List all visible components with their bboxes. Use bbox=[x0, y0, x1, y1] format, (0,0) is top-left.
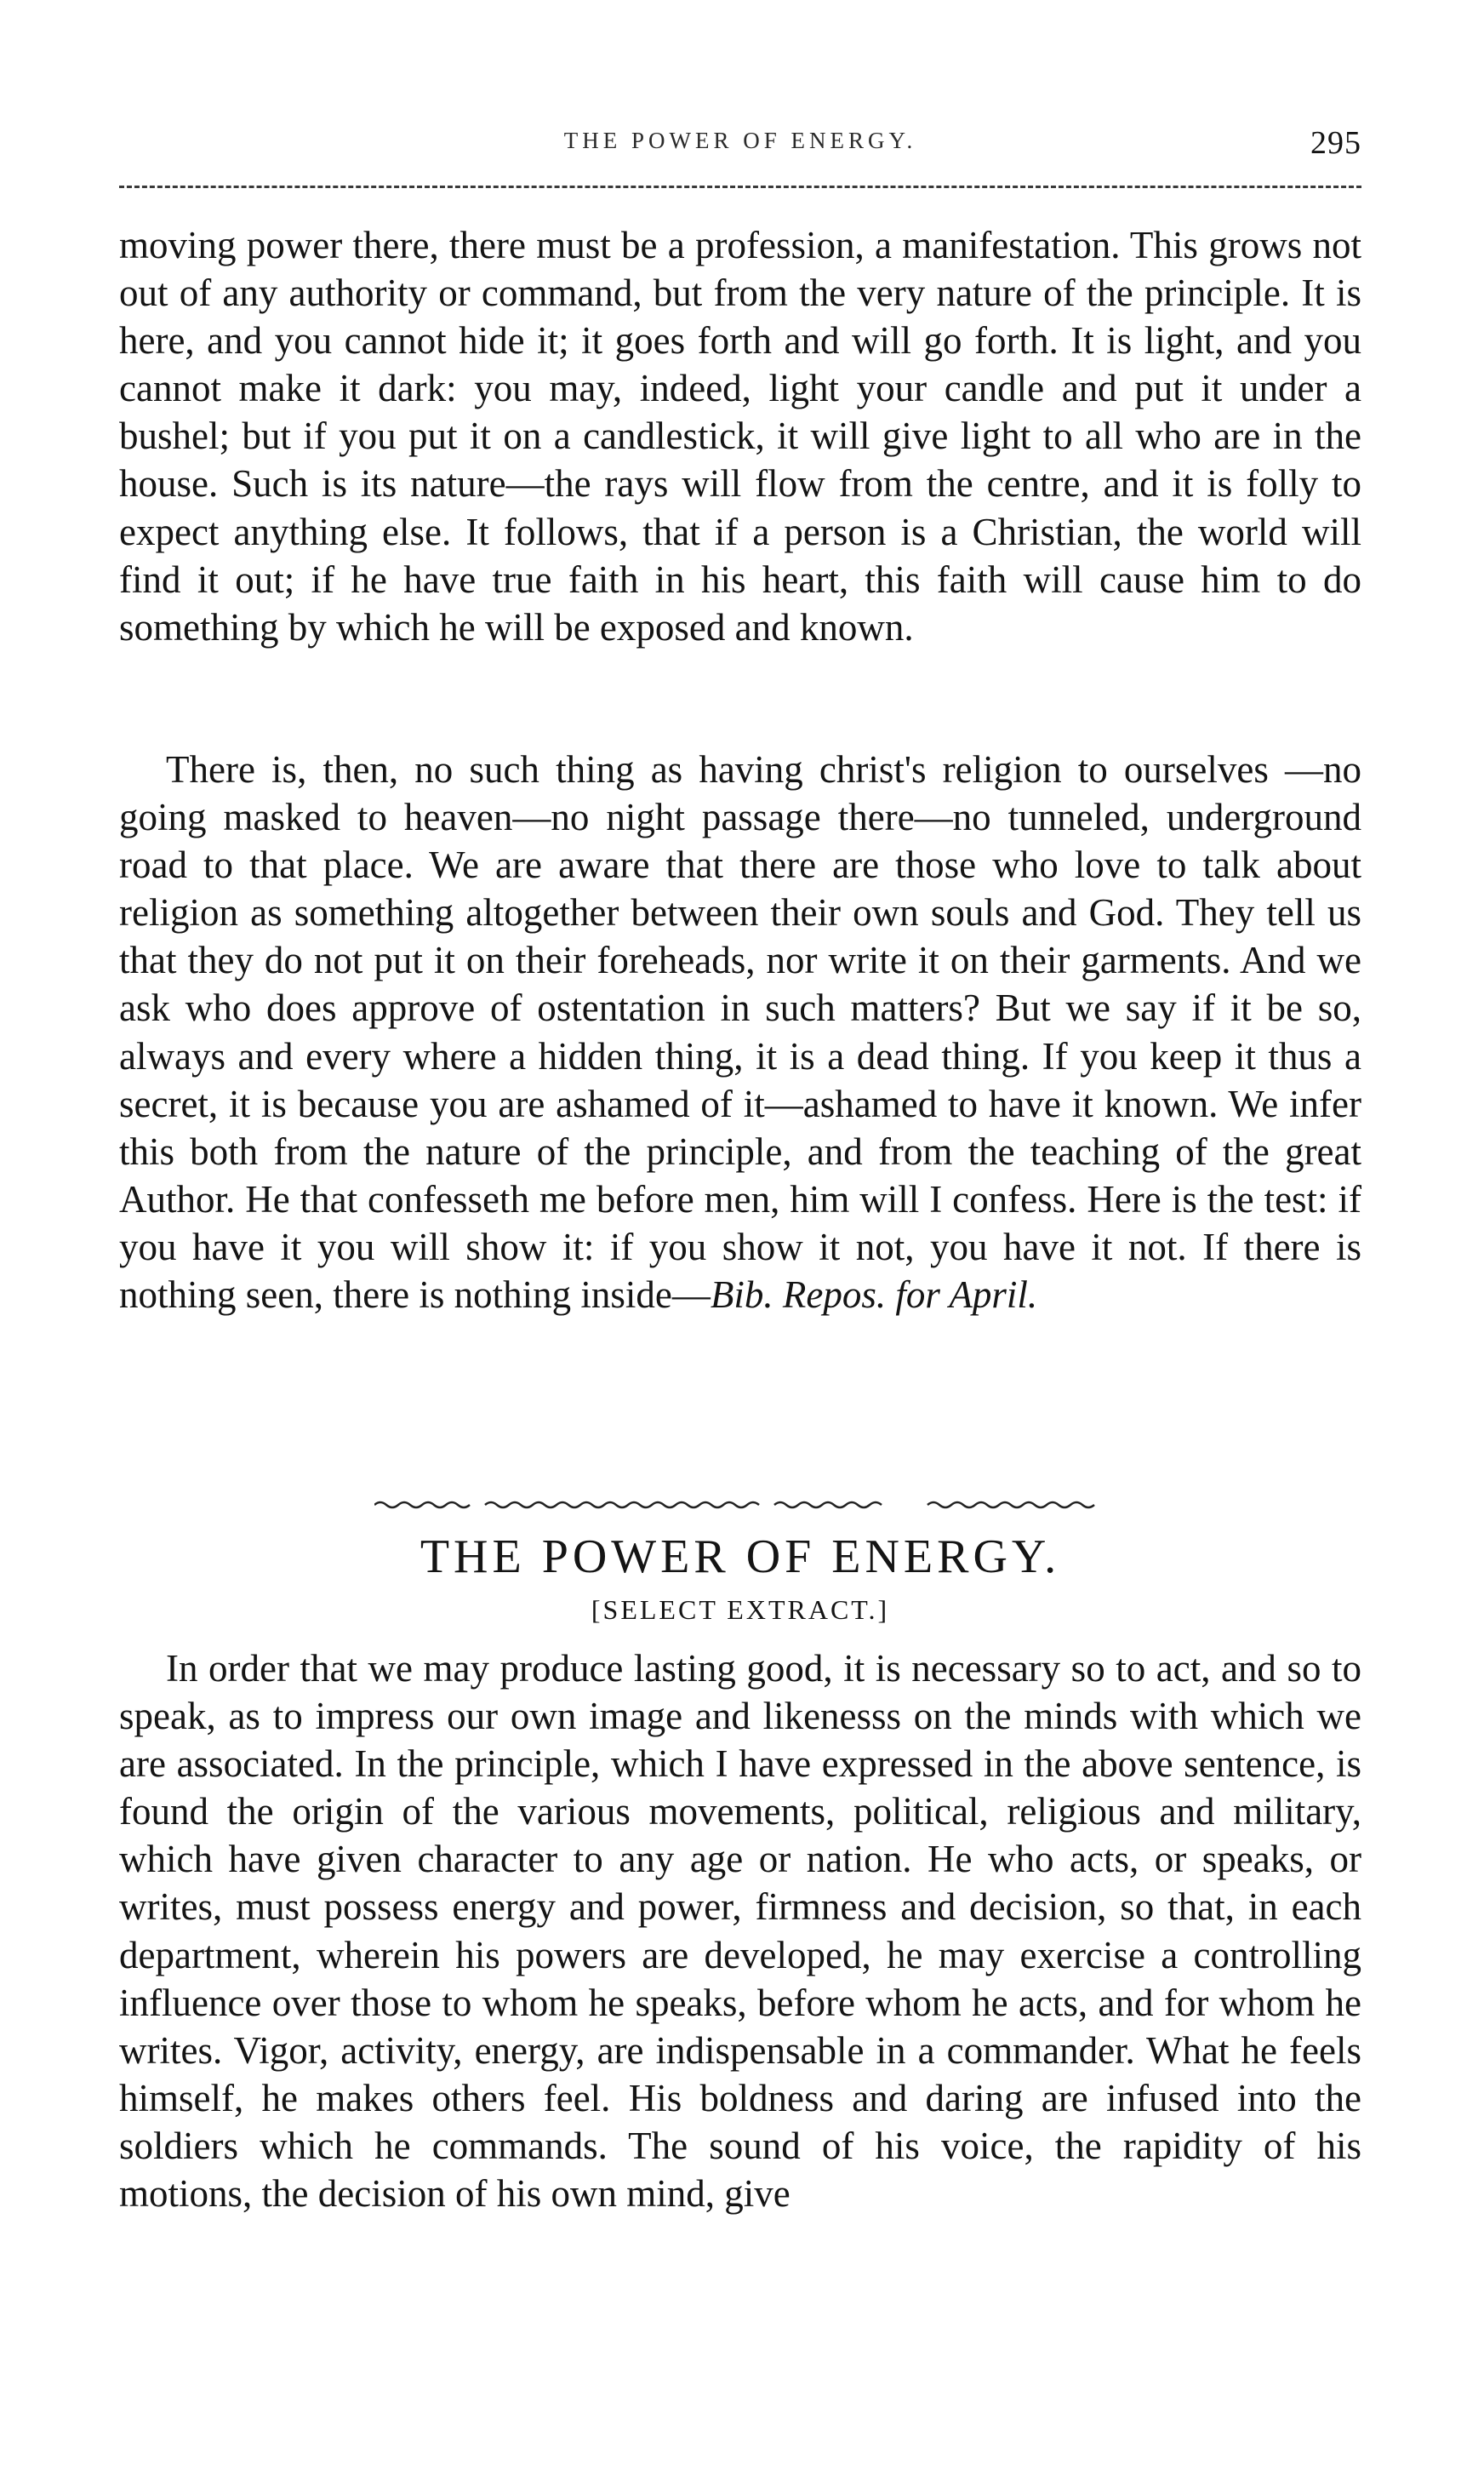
running-title: THE POWER OF ENERGY. bbox=[563, 128, 917, 153]
page-number: 295 bbox=[1310, 125, 1361, 161]
header-rule bbox=[119, 186, 1361, 188]
section-title: THE POWER OF ENERGY. bbox=[420, 1530, 1061, 1583]
paragraph bbox=[119, 746, 1361, 1318]
paragraph-text-with-citation bbox=[119, 746, 1361, 1318]
running-head bbox=[119, 125, 1361, 170]
paragraph-text: In order that we may produce lasting good, it is necessary so to act, and so to speak, as to impress our own image and likenesss on the minds with which we are associated. In the principle, which I have expressed in the above sentence, is found the origin of the various movements, political, religious and military, which have given character to any age or nation. He who acts, or speaks, or writes, must possess energy and power, firmness and decision, so that, in each department, wherein his powers are developed, he may exercise a controlling influence over those to whom he speaks, before whom he acts, and for whom he writes. Vigor, activity, energy, are indispensable in a commander. What he feels himself, he makes others feel. His boldness and daring are infused into the soldiers which he commands. The sound of his voice, the rapidity of his motions, the decision of his own mind, give bbox=[119, 1647, 1361, 2216]
section-divider-ornament bbox=[374, 1498, 1106, 1512]
paragraph-continued bbox=[119, 221, 1361, 651]
source-citation: Bib. Repos. for April. bbox=[710, 1273, 1038, 1317]
paragraph-text: moving power there, there must be a profession, a manifestation. This grows not out of any authority or command, but from the very nature of the principle. It is here, and you cannot hide it; it goes forth and will go forth. It is light, and you cannot make it dark: you may, indeed, light your candle and put it under a bushel; but if you put it on a candlestick, it will give light to all who are in the house. Such is its nature—the rays will flow from the centre, and it is folly to expect anything else. It follows, that if a person is a Christian, the world will find it out; if he have true faith in his heart, this faith will cause him to do something by which he will be exposed and known. bbox=[119, 224, 1361, 649]
section-paragraph bbox=[119, 1644, 1361, 2217]
section-subtitle: [SELECT EXTRACT.] bbox=[591, 1594, 890, 1625]
paragraph-text: There is, then, no such thing as having christ's religion to ourselves —no going masked to heaven—no night passage there—no tunneled, underground road to that place. We are aware that there are those who love to talk about religion as something altogether between their own souls and God. They tell us that they do not put it on their foreheads, nor write it on their garments. And we ask who does approve of ostentation in such matters? But we say if it be so, always and every where a hidden thing, it is a dead thing. If you keep it thus a secret, it is because you are ashamed of it—ashamed to have it known. We infer this both from the nature of the principle, and from the teaching of the great Author. He that confesseth me before men, him will I confess. Here is the test: if you have it you will show it: if you show it not, you have it not. If there is nothing seen, there is nothing inside— bbox=[119, 748, 1361, 1317]
